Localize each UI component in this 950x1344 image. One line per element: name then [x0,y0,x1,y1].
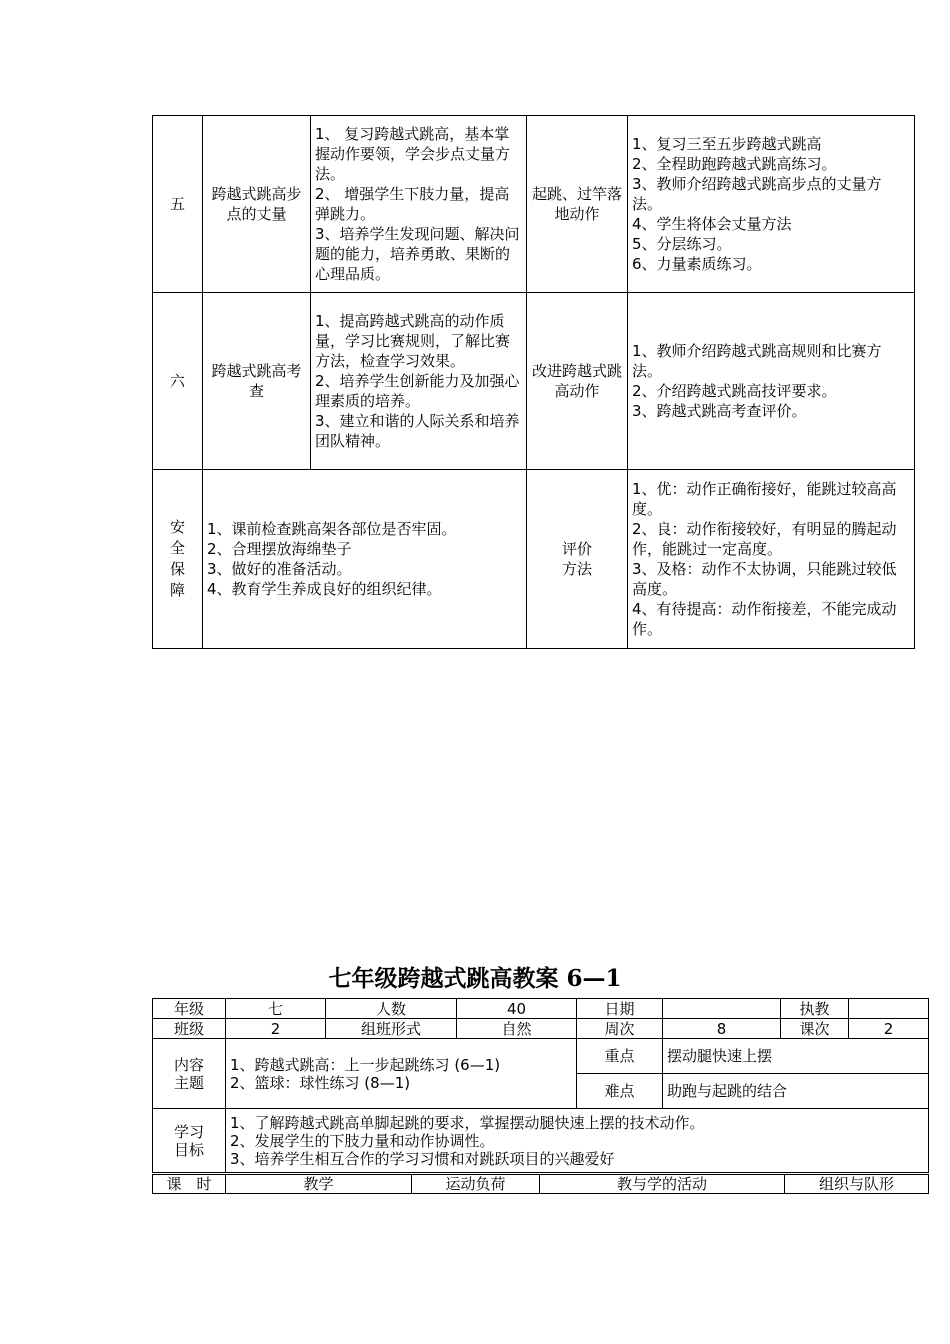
activity-line: 3、跨越式跳高考查评价。 [632,402,807,420]
table-row [153,1109,929,1173]
difficulty-value: 助跑与起跳的结合 [663,1074,929,1109]
evaluation-label-text: 评价方法 [562,540,593,578]
evaluation-items [628,470,915,649]
activity-line: 3、教师介绍跨越式跳高步点的丈量方法。 [632,175,882,213]
week-value: 8 [663,1019,781,1039]
goal-line: 2、发展学生的下肢力量和动作协调性。 [230,1131,495,1150]
goal-line: 2、培养学生创新能力及加强心理素质的培养。 [315,372,520,410]
group-label: 组班形式 [326,1019,457,1039]
lesson-info-table [152,998,929,1173]
class-label: 班级 [153,1019,226,1039]
goal-line: 1、提高跨越式跳高的动作质量，学习比赛规则，了解比赛方法，检查学习效果。 [315,312,511,370]
lesson-goals [311,293,527,470]
key-label: 重点 [577,1039,663,1074]
activity-line: 5、分层练习。 [632,235,732,253]
teacher-value [849,999,929,1019]
content-line: 2、篮球：球性练习 (8—1) [230,1073,411,1092]
safety-label [153,470,203,649]
activity-line: 2、介绍跨越式跳高技评要求。 [632,382,837,400]
table-row [153,999,929,1019]
safety-line: 4、教育学生养成良好的组织纪律。 [207,580,442,598]
header-cell: 教与学的活动 [540,1175,785,1194]
lesson-number: 五 [153,116,203,293]
goal-line: 3、培养学生发现问题、解决问题的能力，培养勇敢、果断的心理品质。 [315,225,520,283]
lesson-focus: 改进跨越式跳高动作 [527,293,628,470]
people-value: 40 [457,999,577,1019]
goal-label-text: 学习目标 [174,1122,205,1159]
difficulty-label: 难点 [577,1074,663,1109]
lesson-topic: 跨越式跳高考查 [203,293,311,470]
goal-items [226,1109,929,1173]
safety-items [203,470,527,649]
evaluation-line: 3、及格：动作不太协调，只能跳过较低高度。 [632,560,897,598]
table-row [153,116,915,293]
activity-line: 4、学生将体会丈量方法 [632,215,792,233]
header-cell: 教学 [226,1175,412,1194]
lesson-topic: 跨越式跳高步点的丈量 [203,116,311,293]
goal-line: 2、 增强学生下肢力量，提高弹跳力。 [315,185,510,223]
activity-line: 1、复习三至五步跨越式跳高 [632,135,822,153]
people-label: 人数 [326,999,457,1019]
evaluation-label [527,470,628,649]
class-value: 2 [226,1019,326,1039]
activity-line: 2、全程助跑跨越式跳高练习。 [632,155,837,173]
goal-line: 3、培养学生相互合作的学习习惯和对跳跃项目的兴趣爱好 [230,1149,615,1168]
group-value: 自然 [457,1019,577,1039]
header-cell: 课 时 [153,1175,226,1194]
safety-line: 1、课前检查跳高架各部位是否牢固。 [207,520,457,538]
lesson-activities [628,293,915,470]
key-value: 摆动腿快速上摆 [663,1039,929,1074]
content-items [226,1039,577,1109]
goal-line: 1、了解跨越式跳高单脚起跳的要求，掌握摆动腿快速上摆的技术动作。 [230,1113,705,1132]
lesson-number: 六 [153,293,203,470]
activity-line: 1、教师介绍跨越式跳高规则和比赛方法。 [632,342,882,380]
goal-label [153,1109,226,1173]
teacher-label: 执教 [781,999,849,1019]
header-cell: 运动负荷 [412,1175,540,1194]
evaluation-line: 1、优：动作正确衔接好，能跳过较高高度。 [632,480,897,518]
lesson-value: 2 [849,1019,929,1039]
content-label [153,1039,226,1109]
lesson-header-table [152,1174,929,1194]
activity-line: 6、力量素质练习。 [632,255,762,273]
table-row [153,293,915,470]
grade-value: 七 [226,999,326,1019]
date-value [663,999,781,1019]
table-row [153,1175,929,1194]
header-cell: 组织与队形 [785,1175,929,1194]
evaluation-line: 4、有待提高：动作衔接差，不能完成动作。 [632,600,897,638]
table-row [153,1039,929,1074]
content-line: 1、跨越式跳高：上一步起跳练习 (6—1) [230,1055,501,1074]
lesson-goals [311,116,527,293]
goal-line: 3、建立和谐的人际关系和培养团队精神。 [315,412,520,450]
lesson-focus: 起跳、过竿落地动作 [527,116,628,293]
lesson-activities [628,116,915,293]
safety-line: 2、合理摆放海绵垫子 [207,540,352,558]
grade-label: 年级 [153,999,226,1019]
evaluation-line: 2、良：动作衔接较好，有明显的腾起动作，能跳过一定高度。 [632,520,897,558]
safety-label-text: 安全保障 [170,518,186,599]
lesson-plan-table-continued [152,115,915,649]
table-row [153,1019,929,1039]
table-row [153,470,915,649]
lesson-label: 课次 [781,1019,849,1039]
content-label-text: 内容主题 [174,1055,205,1092]
safety-line: 3、做好的准备活动。 [207,560,352,578]
week-label: 周次 [577,1019,663,1039]
goal-line: 1、 复习跨越式跳高，基本掌握动作要领，学会步点丈量方法。 [315,125,511,183]
page-title: 七年级跨越式跳高教案 6—1 [328,965,622,992]
date-label: 日期 [577,999,663,1019]
